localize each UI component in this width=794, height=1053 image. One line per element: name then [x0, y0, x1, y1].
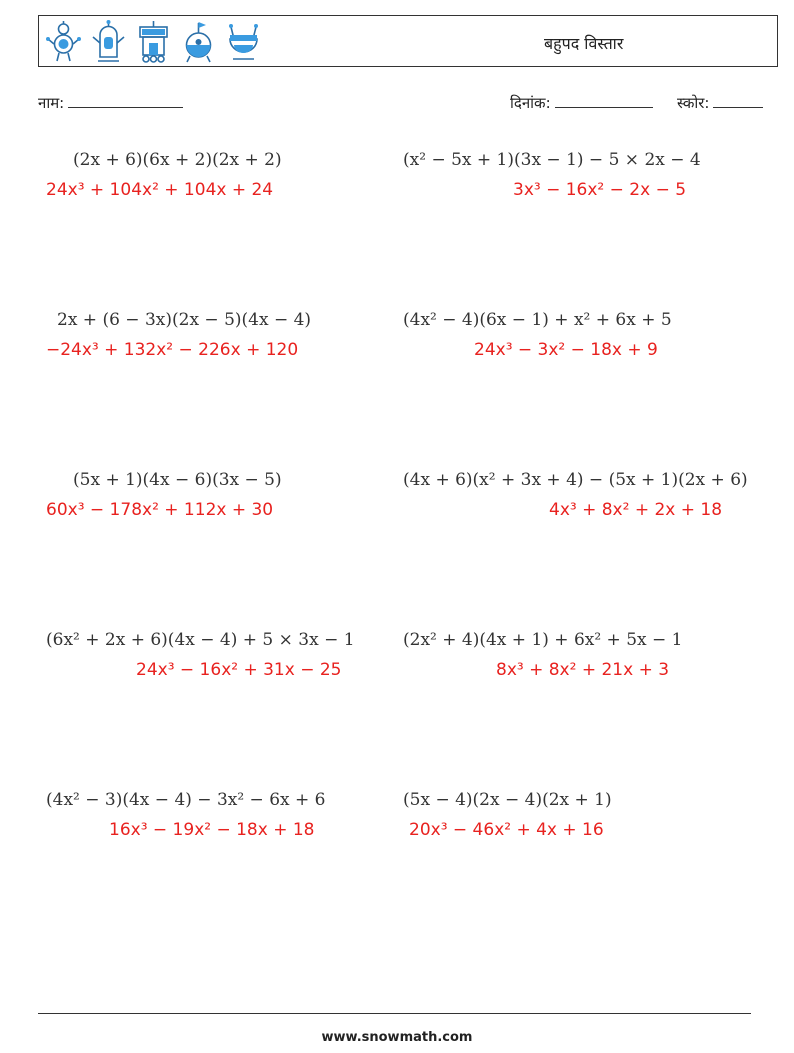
problem-6-answer: 4x³ + 8x² + 2x + 18 [549, 500, 723, 520]
problem-7-answer: 24x³ − 16x² + 31x − 25 [136, 660, 342, 680]
date-field [510, 93, 653, 113]
problem-2-answer: 3x³ − 16x² − 2x − 5 [513, 180, 687, 200]
robot-2-icon [90, 19, 127, 65]
problem-7-question: (6x² + 2x + 6)(4x − 4) + 5 × 3x − 1 [46, 630, 355, 650]
worksheet-title: बहुपद विस्तार [544, 34, 624, 53]
robot-4-icon [180, 19, 217, 65]
problem-8-question: (2x² + 4)(4x + 1) + 6x² + 5x − 1 [403, 630, 683, 650]
problem-3-question: 2x + (6 − 3x)(2x − 5)(4x − 4) [57, 310, 312, 330]
worksheet-header [38, 15, 778, 67]
footer-url[interactable]: www.snowmath.com [321, 1030, 473, 1045]
name-blank[interactable] [68, 93, 183, 108]
problem-10-answer: 20x³ − 46x² + 4x + 16 [409, 820, 604, 840]
name-label: नाम: [38, 94, 65, 112]
name-field [38, 93, 183, 113]
footer-divider [38, 1013, 751, 1014]
date-label: दिनांक: [510, 94, 551, 112]
problem-1-answer: 24x³ + 104x² + 104x + 24 [46, 180, 274, 200]
score-blank[interactable] [713, 93, 763, 108]
problem-10-question: (5x − 4)(2x − 4)(2x + 1) [403, 790, 612, 810]
problem-8-answer: 8x³ + 8x² + 21x + 3 [496, 660, 670, 680]
problem-9-answer: 16x³ − 19x² − 18x + 18 [109, 820, 315, 840]
robot-1-icon [45, 19, 82, 65]
problem-9-question: (4x² − 3)(4x − 4) − 3x² − 6x + 6 [46, 790, 326, 810]
problem-1-question: (2x + 6)(6x + 2)(2x + 2) [73, 150, 282, 170]
problem-3-answer: −24x³ + 132x² − 226x + 120 [46, 340, 299, 360]
date-blank[interactable] [555, 93, 653, 108]
problem-5-answer: 60x³ − 178x² + 112x + 30 [46, 500, 274, 520]
problem-4-question: (4x² − 4)(6x − 1) + x² + 6x + 5 [403, 310, 672, 330]
robot-3-icon [135, 19, 172, 65]
problem-4-answer: 24x³ − 3x² − 18x + 9 [474, 340, 658, 360]
score-label: स्कोर: [677, 94, 710, 112]
score-field [677, 93, 763, 113]
problem-2-question: (x² − 5x + 1)(3x − 1) − 5 × 2x − 4 [403, 150, 701, 170]
problem-5-question: (5x + 1)(4x − 6)(3x − 5) [73, 470, 282, 490]
robot-5-icon [225, 19, 262, 65]
problem-6-question: (4x + 6)(x² + 3x + 4) − (5x + 1)(2x + 6) [403, 470, 748, 490]
robot-icons [45, 19, 262, 65]
